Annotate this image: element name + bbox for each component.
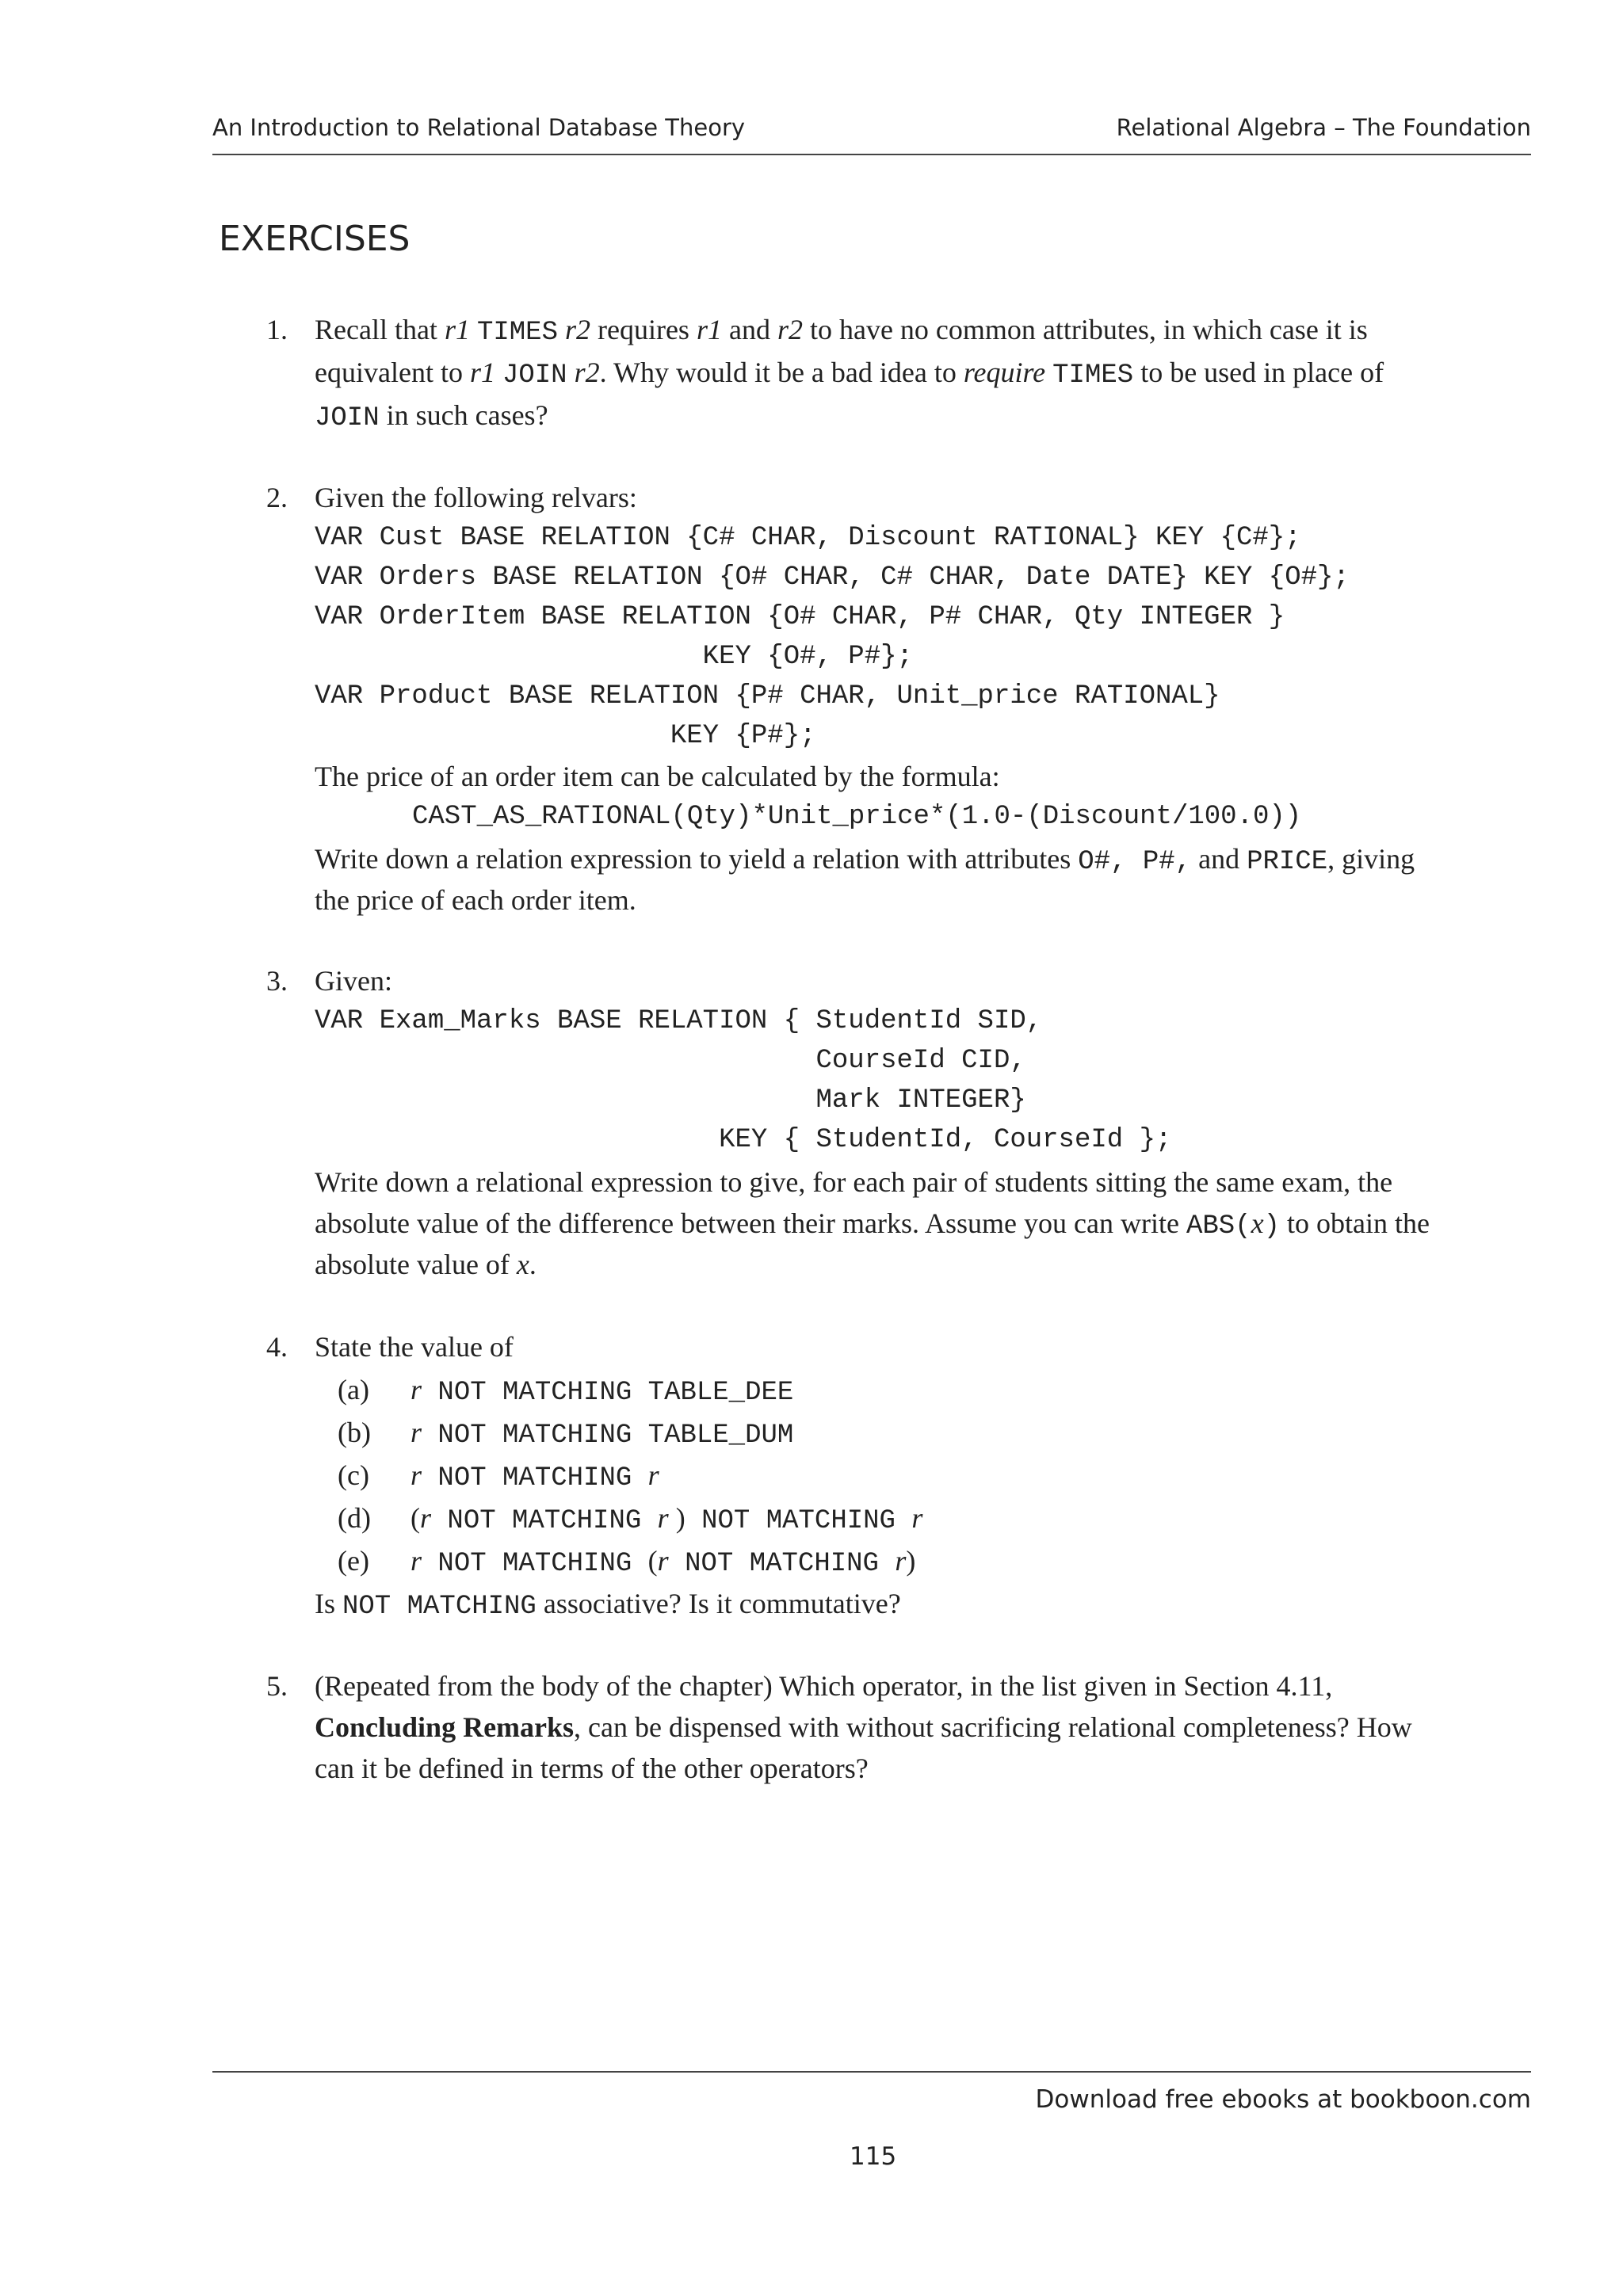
- sub-item-text: (r NOT MATCHING r ) NOT MATCHING r: [411, 1502, 923, 1536]
- code-line: CourseId CID,: [315, 1046, 1026, 1076]
- exercise-number: 5.: [266, 1670, 288, 1702]
- exercise-text-line: Write down a relational expression to give, for each pair of students sitting the same exam, the: [315, 1166, 1393, 1198]
- exercise-text-line: Recall that r1 TIMES r2 requires r1 and r2 to have no common attributes, in which case it is: [315, 314, 1368, 348]
- code-line: VAR Orders BASE RELATION {O# CHAR, C# CHAR, Date DATE} KEY {O#};: [315, 563, 1350, 593]
- exercise-text-line: equivalent to r1 JOIN r2. Why would it be a bad idea to require TIMES to be used in place of: [315, 357, 1384, 391]
- exercise-text-line: Concluding Remarks, can be dispensed with without sacrificing relational completeness? How: [315, 1711, 1412, 1743]
- sub-item-label: (d): [338, 1502, 371, 1534]
- sub-item-text: r NOT MATCHING r: [411, 1459, 659, 1493]
- exercise-text-line: the price of each order item.: [315, 884, 636, 916]
- formula: CAST_AS_RATIONAL(Qty)*Unit_price*(1.0-(Discount/100.0)): [412, 802, 1302, 832]
- exercise-number: 1.: [266, 314, 288, 345]
- exercise-text-line: Is NOT MATCHING associative? Is it commutative?: [315, 1588, 901, 1622]
- exercise-text-line: (Repeated from the body of the chapter) Which operator, in the list given in Section 4.11,: [315, 1670, 1333, 1702]
- code-line: KEY {P#};: [315, 721, 816, 751]
- code-line: Mark INTEGER}: [315, 1085, 1026, 1116]
- exercise-intro: Given the following relvars:: [315, 482, 637, 513]
- exercise-text-line: absolute value of x.: [315, 1249, 537, 1280]
- code-line: VAR Cust BASE RELATION {C# CHAR, Discount RATIONAL} KEY {C#};: [315, 523, 1301, 553]
- sub-item-label: (c): [338, 1459, 369, 1491]
- exercise-text-line: JOIN in such cases?: [315, 399, 548, 433]
- exercise-number: 3.: [266, 965, 288, 997]
- exercise-text-line: Write down a relation expression to yield a relation with attributes O#, P#, and PRICE, giving: [315, 843, 1415, 877]
- download-link[interactable]: Download free ebooks at bookboon.com: [1035, 2085, 1531, 2114]
- exercise-intro: Given:: [315, 965, 392, 997]
- exercise-number: 4.: [266, 1331, 288, 1363]
- code-line: KEY {O#, P#};: [315, 642, 913, 672]
- sub-item-text: r NOT MATCHING (r NOT MATCHING r): [411, 1545, 916, 1579]
- code-line: KEY { StudentId, CourseId };: [315, 1125, 1172, 1155]
- section-title: EXERCISES: [219, 219, 411, 259]
- sub-item-text: r NOT MATCHING TABLE_DUM: [411, 1417, 794, 1451]
- exercise-text-line: absolute value of the difference between their marks. Assume you can write ABS(x) to obtain the: [315, 1207, 1430, 1241]
- sub-item-label: (a): [338, 1374, 369, 1405]
- sub-item-text: r NOT MATCHING TABLE_DEE: [411, 1374, 794, 1408]
- code-line: VAR Product BASE RELATION {P# CHAR, Unit_price RATIONAL}: [315, 681, 1220, 711]
- running-header-left: An Introduction to Relational Database Theory: [212, 114, 746, 141]
- header-rule: [212, 154, 1531, 155]
- sub-item-label: (e): [338, 1545, 369, 1577]
- footer-rule: [212, 2071, 1531, 2073]
- exercise-number: 2.: [266, 482, 288, 513]
- running-header-right: Relational Algebra – The Foundation: [1116, 114, 1531, 141]
- exercise-text-line: can it be defined in terms of the other operators?: [315, 1753, 869, 1784]
- exercise-text-line: The price of an order item can be calculated by the formula:: [315, 761, 1000, 792]
- code-line: VAR OrderItem BASE RELATION {O# CHAR, P# CHAR, Qty INTEGER }: [315, 602, 1285, 632]
- sub-item-label: (b): [338, 1417, 371, 1448]
- exercise-intro: State the value of: [315, 1331, 514, 1363]
- code-line: VAR Exam_Marks BASE RELATION { StudentId SID,: [315, 1006, 1043, 1036]
- page-number: 115: [850, 2142, 897, 2171]
